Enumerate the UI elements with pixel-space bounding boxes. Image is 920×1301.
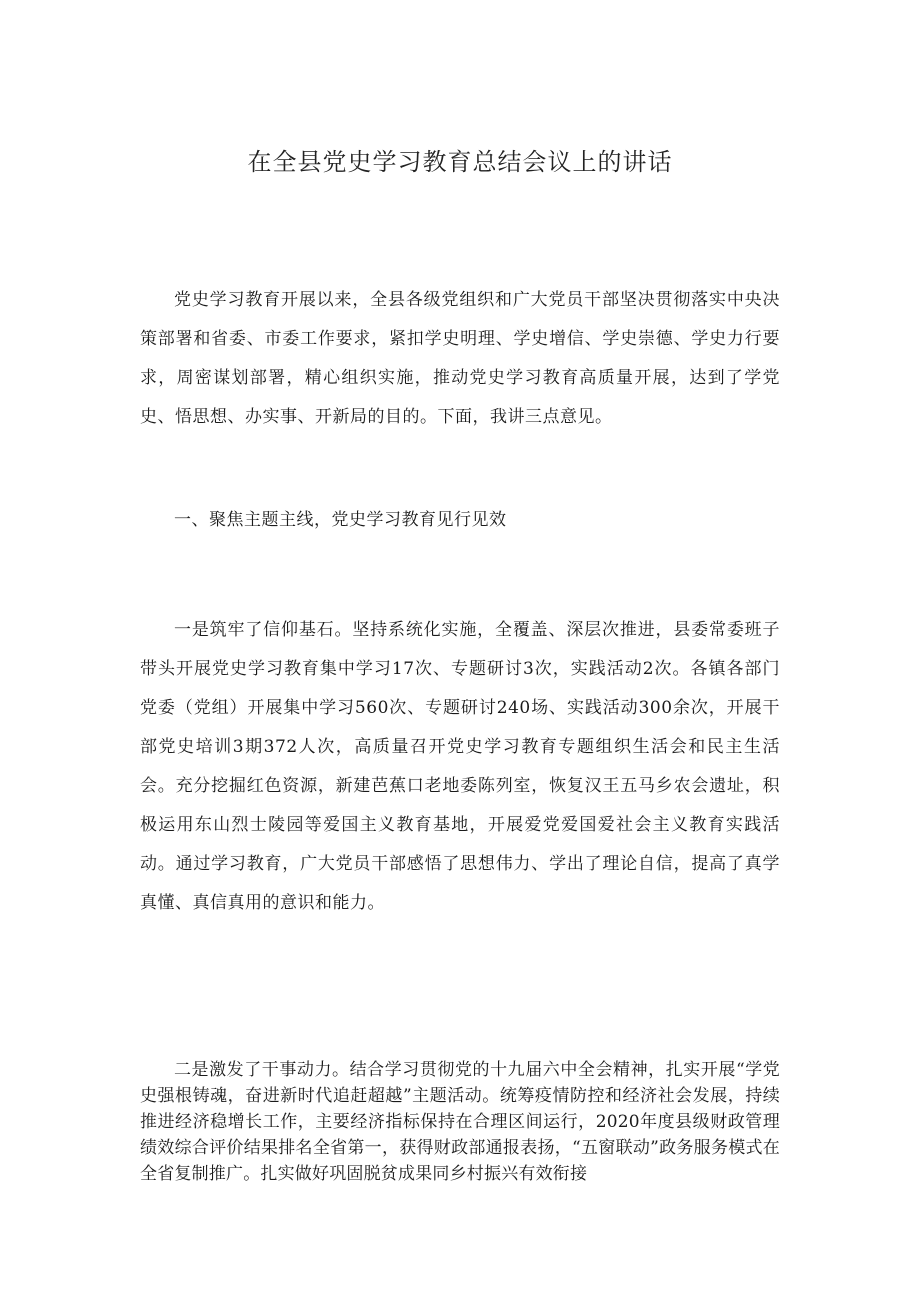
paragraph-point-1: 一是筑牢了信仰基石。坚持系统化实施，全覆盖、深层次推进，县委常委班子带头开展党史学习教育集中学习17次、专题研讨3次，实践活动2次。各镇各部门党委（党组）开展集中学习560次、专题研讨240场、实践活动300余次，开展干部党史培训3期372人次，高质量召开党史学习教育专题组织生活会和民主生活会。充分挖掘红色资源，新建芭蕉口老地委陈列室，恢复汉王五马乡农会遗址，积极运用东山烈士陵园等爱国主义教育基地，开展爱党爱国爱社会主义教育实践活动。通过学习教育，广大党员干部感悟了思想伟力、学出了理论自信，提高了真学真懂、真信真用的意识和能力。 [140, 620, 780, 913]
intro-paragraph: 党史学习教育开展以来，全县各级党组织和广大党员干部坚决贯彻落实中央决策部署和省委、市委工作要求，紧扣学史明理、学史增信、学史崇德、学史力行要求，周密谋划部署，精心组织实施，推动党史学习教育高质量开展，达到了学党史、悟思想、办实事、开新局的目的。下面，我讲三点意见。 [140, 290, 780, 427]
document-title: 在全县党史学习教育总结会议上的讲话 [247, 148, 673, 176]
paragraph-point-2: 二是激发了干事动力。结合学习贯彻党的十九届六中全会精神，扎实开展“学党史强根铸魂，奋进新时代追赶超越”主题活动。统筹疫情防控和经济社会发展，持续推进经济稳增长工作，主要经济指标保持在合理区间运行，2020年度县级财政管理绩效综合评价结果排名全省第一，获得财政部通报表扬，“五窗联动”政务服务模式在全省复制推广。扎实做好巩固脱贫成果同乡村振兴有效衔接 [140, 1060, 780, 1184]
section-heading-1: 一、聚焦主题主线，党史学习教育见行见效 [174, 510, 507, 530]
